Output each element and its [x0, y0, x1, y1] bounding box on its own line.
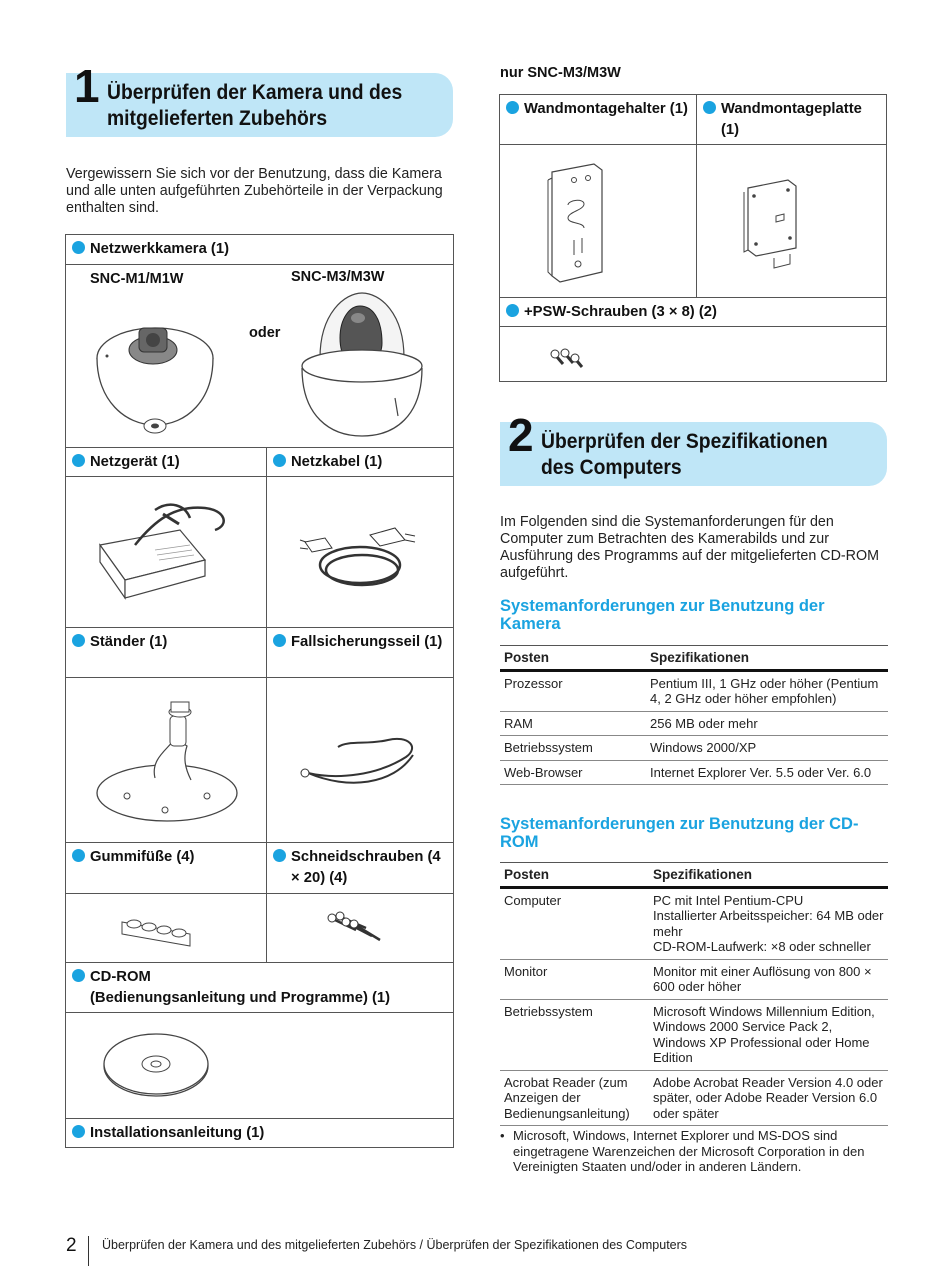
- item-network-camera: Netzwerkkamera (1): [72, 239, 229, 260]
- footer-text: Überprüfen der Kamera und des mitgelieferten Zubehörs / Überprüfen der Spezifikationen des Computers: [102, 1238, 688, 1252]
- item-safety-wire: Fallsicherungsseil (1): [273, 632, 448, 653]
- bullet-dot-icon: [72, 241, 85, 254]
- table1-col2: Spezifikationen: [646, 646, 888, 671]
- section1-intro: Vergewissern Sie sich vor der Benutzung, dass die Kamera und alle unten aufgeführten Zubehörteile in der Verpackung enthalten sind.: [66, 166, 443, 216]
- bullet-dot-icon: [703, 101, 716, 114]
- item-wall-bracket: Wandmontagehalter (1): [506, 99, 691, 120]
- psw-screws-illustration: [549, 348, 585, 370]
- table1-row1-item: Prozessor: [500, 670, 646, 711]
- only-m3-label: nur SNC-M3/M3W: [500, 65, 621, 81]
- table1-col1: Posten: [500, 646, 646, 671]
- bullet-dot-icon: [72, 1125, 85, 1138]
- model-b-label: SNC-M3/M3W: [291, 269, 385, 285]
- section2-intro: Im Folgenden sind die Systemanforderungen für den Computer zum Betrachten des Kamerabilds und zur Ausführung des Programms auf der mitgelieferten CD-ROM aufgeführt.: [500, 514, 880, 581]
- bullet-dot-icon: [72, 969, 85, 982]
- bullet-dot-icon: [273, 454, 286, 467]
- bullet-dot-icon: [506, 304, 519, 317]
- section2-title-line1: Überprüfen der Spezifikationen: [541, 430, 828, 453]
- cdrom-illustration: [103, 1028, 213, 1098]
- table2-row1-spec-line1: PC mit Intel Pentium-CPU: [653, 892, 804, 908]
- table2-row3-item: Betriebssystem: [500, 999, 649, 1070]
- item-psw-screws: +PSW-Schrauben (3 × 8) (2): [506, 302, 717, 323]
- table2-row1-spec-line2: Installierter Arbeitsspeicher: 64 MB oder mehr: [653, 908, 884, 939]
- ac-adapter-illustration: [95, 500, 235, 600]
- rubber-feet-illustration: [120, 910, 195, 950]
- section2-title-line2: des Computers: [541, 456, 682, 479]
- table1-row3-item: Betriebssystem: [500, 736, 646, 761]
- table-row: [500, 760, 888, 785]
- item-installation-guide: Installationsanleitung (1): [72, 1123, 264, 1144]
- table2-row4-item: Acrobat Reader (zum Anzeigen der Bedienungsanleitung): [500, 1070, 649, 1126]
- model-a-label: SNC-M1/M1W: [90, 271, 184, 287]
- table-row: [500, 736, 888, 761]
- wall-bracket-illustration: [544, 160, 609, 285]
- table2-row1-item: Computer: [500, 887, 649, 959]
- table2-row4-spec: Adobe Acrobat Reader Version 4.0 oder später, oder Adobe Reader Version 6.0 oder später: [649, 1070, 888, 1126]
- item-rubber-feet: Gummifüße (4): [72, 847, 194, 868]
- table-row: [500, 711, 888, 736]
- bullet-icon: •: [500, 1128, 505, 1143]
- table1-heading: Systemanforderungen zur Benutzung der Kamera: [500, 597, 825, 633]
- footer-divider: [88, 1236, 89, 1266]
- camera-m1-illustration: [95, 320, 220, 442]
- item-cdrom-line2: (Bedienungsanleitung und Programme) (1): [90, 990, 391, 1006]
- table2-row3-spec: Microsoft Windows Millennium Edition, Windows 2000 Service Pack 2, Windows XP Professional oder Home Edition: [649, 999, 888, 1070]
- table-row: [500, 999, 888, 1070]
- table1-row2-item: RAM: [500, 711, 646, 736]
- stand-illustration: [95, 698, 240, 823]
- bullet-dot-icon: [273, 634, 286, 647]
- item-cdrom-line1: CD-ROM: [72, 967, 151, 988]
- camera-m3-illustration: [300, 288, 425, 438]
- safety-wire-illustration: [298, 735, 423, 795]
- bullet-dot-icon: [273, 849, 286, 862]
- table1-row4-spec: Internet Explorer Ver. 5.5 oder Ver. 6.0: [646, 760, 888, 785]
- table1-row3-spec: Windows 2000/XP: [646, 736, 888, 761]
- section1-number: 1: [74, 60, 100, 112]
- item-stand: Ständer (1): [72, 632, 167, 653]
- table-row: [500, 1070, 888, 1126]
- camera-requirements-table: [500, 645, 888, 785]
- bullet-dot-icon: [72, 454, 85, 467]
- tapping-screws-illustration: [326, 910, 386, 945]
- table-row: [500, 670, 888, 711]
- table2-col2: Spezifikationen: [649, 863, 888, 888]
- table1-row1-spec: Pentium III, 1 GHz oder höher (Pentium 4, 2 GHz oder höher empfohlen): [646, 670, 888, 711]
- item-wall-plate: Wandmontageplatte (1): [703, 99, 883, 141]
- item-tapping-screws: Schneidschrauben (4 × 20) (4): [273, 847, 448, 889]
- table2-row2-spec: Monitor mit einer Auflösung von 800 × 600 oder höher: [649, 959, 888, 999]
- table2-row2-item: Monitor: [500, 959, 649, 999]
- item-ac-adapter: Netzgerät (1): [72, 452, 180, 473]
- trademark-note: • Microsoft, Windows, Internet Explorer und MS-DOS sind eingetragene Warenzeichen der Microsoft Corporation in den Vereinigten Staaten und/oder in anderen Ländern.: [500, 1128, 865, 1174]
- oder-label: oder: [249, 325, 281, 341]
- section1-title-line1: Überprüfen der Kamera und des: [107, 81, 403, 104]
- table1-row2-spec: 256 MB oder mehr: [646, 711, 888, 736]
- table2-row1-spec-line3: CD-ROM-Laufwerk: ×8 oder schneller: [653, 939, 871, 954]
- table-row: [500, 887, 888, 959]
- item-power-cord: Netzkabel (1): [273, 452, 382, 473]
- section1-title-line2: mitgelieferten Zubehörs: [107, 107, 328, 130]
- table2-col1: Posten: [500, 863, 649, 888]
- table2-row1-spec: [649, 887, 888, 959]
- bullet-dot-icon: [506, 101, 519, 114]
- page-number: 2: [66, 1235, 77, 1256]
- cdrom-requirements-table: [500, 862, 888, 1126]
- section2-number: 2: [508, 409, 534, 461]
- table2-heading: Systemanforderungen zur Benutzung der CD-ROM: [500, 815, 859, 851]
- table-row: [500, 959, 888, 999]
- bullet-dot-icon: [72, 849, 85, 862]
- power-cord-illustration: [300, 520, 425, 600]
- wall-plate-illustration: [740, 178, 805, 273]
- bullet-dot-icon: [72, 634, 85, 647]
- table1-row4-item: Web-Browser: [500, 760, 646, 785]
